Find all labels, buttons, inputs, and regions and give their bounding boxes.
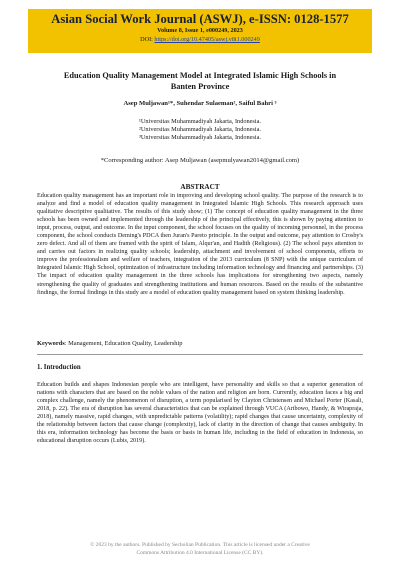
- introduction-text: Education builds and shapes Indonesian people who are intelligent, have personality and skills so that a superior generation of nations with characters that are based on the noble values of the nation and religion are born. Currently, education faces a big and complex challenge, namely the phenomenon of disruption, a term popularised by Clayton Christensen and Michael Porter (Kasali, 2018, p. 22). The era of disruption has several characteristics that can be explained through VUCA (Aribowo, Handy, & Wirapraja, 2018), namely massive, rapid changes, with unpredictable patterns (volatility); rapid changes that cause uncertainty, complexity of the relationship between factors that cause change (complexity), lack of clarity in the direction of change that causes ambiguity. In this era, information technology has become the basis or basis in human life, including in the field of education in Indonesia, so educational disruption occurs (Lubis, 2019).: [37, 382, 363, 445]
- doi-label: DOI:: [140, 36, 153, 43]
- corresponding-author: *Corresponding author: Asep Muljawan (asepmulyawan2014@gmail.com): [100, 157, 300, 164]
- abstract-text: Education quality management has an important role in improving and developing school quality. The purpose of the research is to analyze and find a model of education quality management in Integrated Islamic High Schools. This research approach uses qualitative descriptive qualitative. The results of this study show; (1) The concept of education quality management in the three schools has been owned and implemented through the leadership of the principal effectively, this is shown by paying attention to input, process, output, and outcome. In the input component, the school focuses on the quality of incoming personnel, in the process component, the school conducts Deming's PDCA then Juran's Pareto principle. In the output and outcome, pay attention to Crosby's zero defect. And all of them are framed with the spirit of Islam, Alqur'an, and Hadith (Religious). (2) The school pays attention to and carries out factors in realizing quality schools; leadership, attachment and involvement of school components, efforts to improve the professionalism and welfare of teachers, integration of the 2013 curriculum (8 SNP) with the unique curriculum of Integrated Islamic High School, optimization of infrastructure including information technology and financing and partnerships. (3) The impact of education quality management in the three schools has implications for strengthening two aspects, namely strengthening the quality of graduates and strengthening institutions and human resources. Based on the results of the substantive findings, the formal findings in this study are a model of education quality management based on system thinking leadership.: [37, 193, 363, 296]
- section-divider: [37, 354, 363, 355]
- doi-line: [28, 35, 372, 45]
- keywords-label: Keywords: [37, 340, 65, 347]
- doi-link[interactable]: https://doi.org/10.47405/aswj.v8i1.000249: [154, 36, 260, 43]
- paper-title: [40, 70, 360, 92]
- keywords-text: : Management, Education Quality, Leadership: [64, 340, 183, 347]
- affiliation-2: ²Universitas Muhammadiyah Jakarta, Indonesia.: [138, 126, 262, 133]
- license-line-1: © 2023 by the authors. Published by Secholian Publication. This article is licensed under a Creative: [90, 542, 310, 548]
- license-footer: [28, 542, 372, 557]
- author-list: Asep Muljawan¹*, Suhendar Sulaeman², Saiful Bahri ³: [123, 100, 277, 107]
- introduction-heading: 1. Introduction: [37, 364, 81, 371]
- journal-header-banner: [28, 9, 372, 53]
- abstract-heading: ABSTRACT: [180, 183, 220, 191]
- license-line-2: Commons Attribution 4.0 International License (CC BY).: [136, 549, 264, 556]
- affiliation-1: ¹Universitas Muhammadiyah Jakarta, Indonesia.: [138, 118, 262, 125]
- volume-issue: Volume 8, Issue 1, e000249, 2023: [157, 27, 243, 34]
- affiliation-3: ³Universitas Muhammadiyah Jakarta, Indonesia.: [138, 134, 262, 141]
- keywords-line: [37, 339, 363, 348]
- journal-title: Asian Social Work Journal (ASWJ), e-ISSN: 0128-1577: [51, 12, 349, 26]
- paper-title-line-1: Education Quality Management Model at Integrated Islamic High Schools in: [63, 71, 337, 80]
- paper-title-line-2: Banten Province: [170, 82, 230, 91]
